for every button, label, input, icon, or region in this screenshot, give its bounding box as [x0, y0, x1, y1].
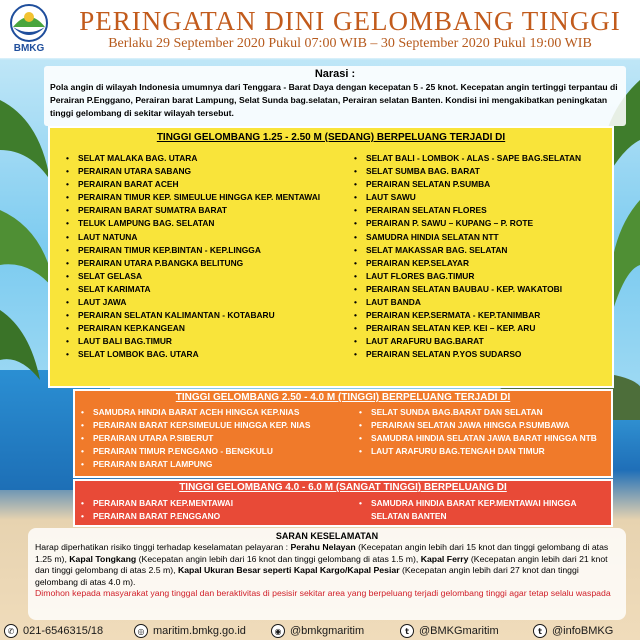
header	[0, 0, 640, 58]
location-item: • LAUT SAWU	[352, 191, 610, 204]
location-item: • PERAIRAN UTARA SABANG	[64, 165, 334, 178]
location-item: • PERAIRAN BARAT P.ENGGANO	[79, 510, 349, 523]
vessel-barge: Kapal Tongkang	[69, 553, 137, 564]
info-handle: @infoBMKG	[552, 625, 614, 637]
globe-icon: ◎	[134, 624, 148, 638]
location-item: • PERAIRAN KEP.SERMATA - KEP.TANIMBAR	[352, 309, 610, 322]
location-item: • PERAIRAN P. SAWU – KUPANG – P. ROTE	[352, 217, 610, 230]
narrative-panel	[44, 66, 626, 126]
very-high-wave-list-left	[79, 497, 349, 523]
very-high-wave-list-right	[357, 497, 593, 523]
location-item: • LAUT FLORES BAG.TIMUR	[352, 270, 610, 283]
location-item: • PERAIRAN BARAT SUMATRA BARAT	[64, 204, 334, 217]
coastal-warning: Dimohon kepada masyarakat yang tinggal dan beraktivitas di pesisir sekitar area yang berpeluang terjadi gelombang tinggi agar tetap selalu waspada	[35, 588, 611, 599]
moderate-wave-list-left	[64, 152, 334, 362]
high-wave-list-left	[79, 406, 349, 471]
footer-twitter[interactable]	[400, 623, 499, 639]
vessel-fishing-boat: Perahu Nelayan	[290, 542, 356, 552]
location-item: • PERAIRAN UTARA P.SIBERUT	[79, 432, 349, 445]
location-item: • PERAIRAN SELATAN FLORES	[352, 204, 610, 217]
location-item: • SAMUDRA HINDIA SELATAN JAWA BARAT HINGGA NTB	[357, 432, 611, 445]
footer-contacts	[0, 622, 640, 640]
footer-phone[interactable]	[4, 623, 103, 639]
vessel-large-ship: Kapal Ukuran Besar seperti Kapal Kargo/Kapal Pesiar	[177, 565, 400, 576]
page-title: PERINGATAN DINI GELOMBANG TINGGI	[79, 6, 621, 36]
vessel-large-ship-condition: (Kecepatan angin lebih dari 27 knot dan tinggi gelombang di atas 4.0 m).	[35, 565, 579, 587]
location-item: • SELAT KARIMATA	[64, 283, 334, 296]
vessel-barge-condition: (Kecepatan angin lebih dari 16 knot dan tinggi gelombang di atas 1.5 m),	[136, 553, 421, 564]
location-item: • LAUT BANDA	[352, 296, 610, 309]
location-item: • PERAIRAN BARAT KEP.SIMEULUE HINGGA KEP. NIAS	[79, 419, 349, 432]
logo-text: BMKG	[13, 43, 45, 54]
moderate-wave-list-right	[352, 152, 610, 362]
location-item: • SELAT LOMBOK BAG. UTARA	[64, 348, 334, 361]
location-item: • PERAIRAN SELATAN BAUBAU - KEP. WAKATOBI	[352, 283, 610, 296]
safety-advice-title: SARAN KESELAMATAN	[275, 531, 379, 541]
location-item: • LAUT ARAFURU BAG.BARAT	[352, 335, 610, 348]
location-item: • PERAIRAN BARAT LAMPUNG	[79, 458, 349, 471]
location-item: • LAUT NATUNA	[64, 231, 334, 244]
safety-advice-text	[35, 542, 619, 588]
location-item: • PERAIRAN KEP.KANGEAN	[64, 322, 334, 335]
moderate-wave-section	[48, 126, 614, 388]
footer-website[interactable]	[134, 623, 246, 639]
location-item: • LAUT JAWA	[64, 296, 334, 309]
location-item: • PERAIRAN BARAT ACEH	[64, 178, 334, 191]
location-item: • PERAIRAN SELATAN KEP. KEI – KEP. ARU	[352, 322, 610, 335]
location-item: • PERAIRAN SELATAN P.SUMBA	[352, 178, 610, 191]
high-wave-heading: TINGGI GELOMBANG 2.50 - 4.0 M (TINGGI) BERPELUANG TERJADI DI	[175, 392, 511, 403]
footer-info[interactable]	[533, 623, 613, 639]
very-high-wave-heading: TINGGI GELOMBANG 4.0 - 6.0 M (SANGAT TINGGI) BERPELUANG DI	[179, 482, 507, 493]
twitter-icon: t	[400, 624, 414, 638]
location-item: • LAUT BALI BAG.TIMUR	[64, 335, 334, 348]
location-item: • PERAIRAN UTARA P.BANGKA BELITUNG	[64, 257, 334, 270]
phone-number: 021-6546315/18	[23, 625, 104, 637]
location-item: • PERAIRAN SELATAN KALIMANTAN - KOTABARU	[64, 309, 334, 322]
location-item: • SELAT MAKASSAR BAG. SELATAN	[352, 244, 610, 257]
location-item: • LAUT ARAFURU BAG.TENGAH DAN TIMUR	[357, 445, 611, 458]
location-item: • PERAIRAN TIMUR KEP.BINTAN - KEP.LINGGA	[64, 244, 334, 257]
high-wave-section	[73, 389, 613, 478]
moderate-wave-heading: TINGGI GELOMBANG 1.25 - 2.50 M (SEDANG) BERPELUANG TERJADI DI	[156, 132, 506, 143]
location-item: • SELAT MALAKA BAG. UTARA	[64, 152, 334, 165]
location-item: • TELUK LAMPUNG BAG. SELATAN	[64, 217, 334, 230]
validity-period: Berlaku 29 September 2020 Pukul 07:00 WIB – 30 September 2020 Pukul 19:00 WIB	[108, 36, 592, 51]
narrative-text: Pola angin di wilayah Indonesia umumnya dari Tenggara - Barat Daya dengan kecepatan 5 - 25 knot. Kecepatan angin tertinggi terpantau di Perairan P.Enggano, Perairan barat Lampung, Selat Sunda bag.selatan, Perairan selatan Banten. Kondisi ini mengakibatkan peningkatan tinggi gelombang di sekitar wilayah tersebut.	[50, 82, 618, 118]
location-item: • PERAIRAN TIMUR KEP. SIMEULUE HINGGA KEP. MENTAWAI	[64, 191, 334, 204]
footer-instagram[interactable]	[271, 623, 364, 639]
location-item: • SAMUDRA HINDIA SELATAN NTT	[352, 231, 610, 244]
twitter-handle: @BMKGmaritim	[419, 625, 499, 637]
safety-advice-panel	[28, 528, 626, 620]
location-item: • PERAIRAN TIMUR P.ENGGANO - BENGKULU	[79, 445, 349, 458]
very-high-wave-section	[73, 479, 613, 527]
location-item: • PERAIRAN KEP.SELAYAR	[352, 257, 610, 270]
advice-intro: Harap diperhatikan risiko tinggi terhadap keselamatan pelayaran :	[35, 542, 291, 552]
location-item: • SAMUDRA HINDIA BARAT KEP.MENTAWAI HINGGA SELATAN BANTEN	[357, 497, 593, 523]
vessel-ferry-condition: (Kecepatan angin lebih dari 21 knot dan tinggi gelombang di atas 2.5 m),	[35, 553, 608, 576]
vessel-fishing-boat-condition: (Kecepatan angin lebih dari 15 knot dan tinggi gelombang di atas 1.25 m),	[35, 542, 609, 564]
twitter-info-icon: t	[533, 624, 547, 638]
narrative-title: Narasi :	[314, 68, 356, 80]
location-item: • SELAT GELASA	[64, 270, 334, 283]
vessel-ferry: Kapal Ferry	[420, 553, 469, 564]
high-wave-list-right	[357, 406, 611, 458]
instagram-handle: @bmkgmaritim	[290, 625, 365, 637]
location-item: • SELAT SUNDA BAG.BARAT DAN SELATAN	[357, 406, 611, 419]
location-item: • SAMUDRA HINDIA BARAT ACEH HINGGA KEP.NIAS	[79, 406, 349, 419]
instagram-icon: ◉	[271, 624, 285, 638]
location-item: • PERAIRAN SELATAN JAWA HINGGA P.SUMBAWA	[357, 419, 611, 432]
location-item: • PERAIRAN BARAT KEP.MENTAWAI	[79, 497, 349, 510]
website-link: maritim.bmkg.go.id	[153, 625, 246, 637]
phone-icon: ✆	[4, 624, 18, 638]
location-item: • SELAT SUMBA BAG. BARAT	[352, 165, 610, 178]
location-item: • PERAIRAN SELATAN P.YOS SUDARSO	[352, 348, 610, 361]
location-item: • SELAT BALI - LOMBOK - ALAS - SAPE BAG.SELATAN	[352, 152, 610, 165]
